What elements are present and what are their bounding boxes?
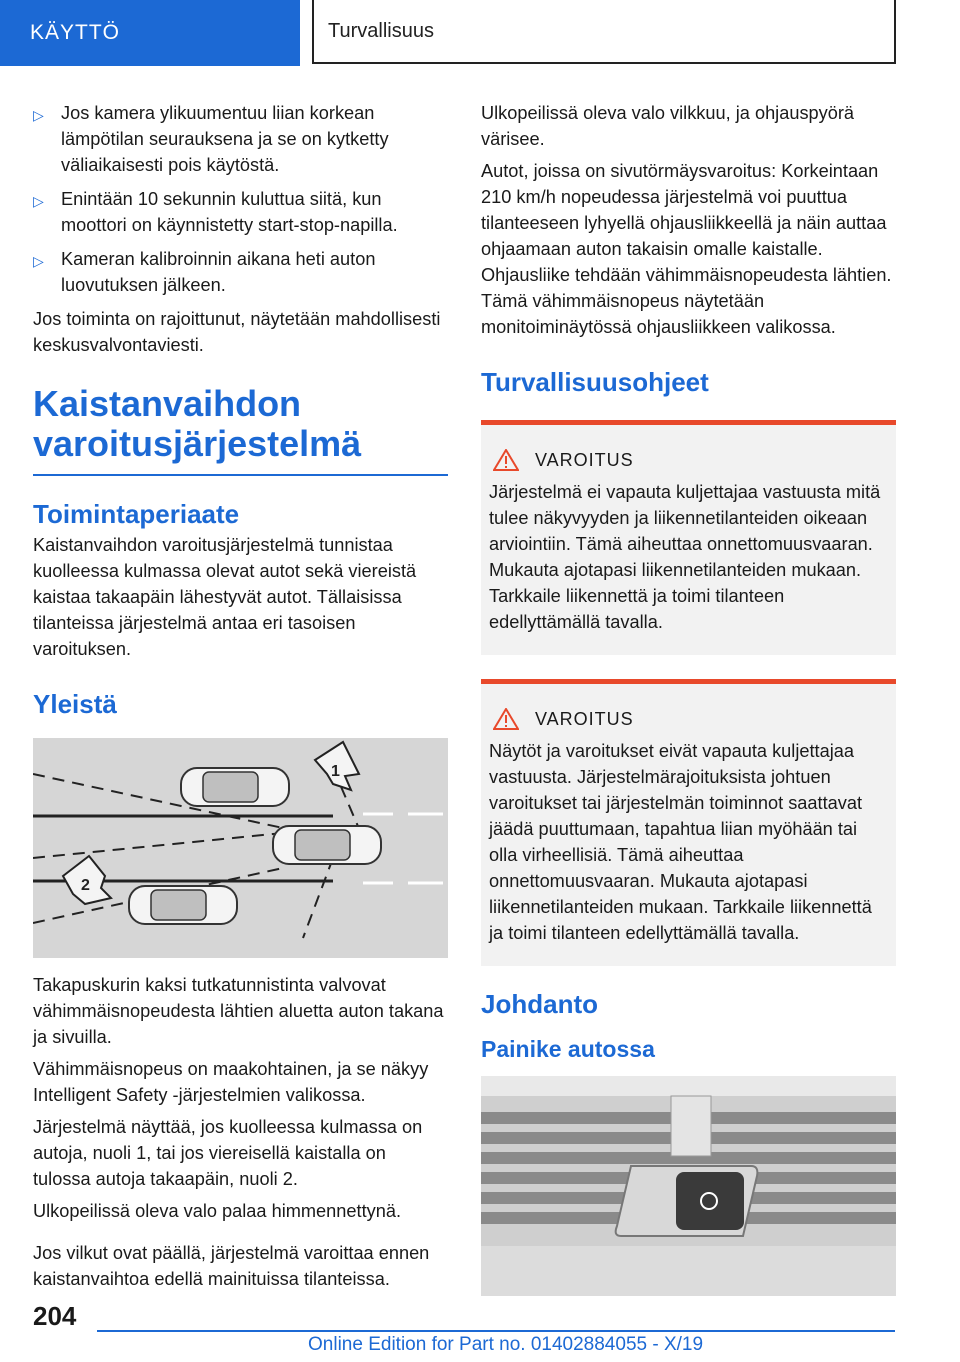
chapter-label: KÄYTTÖ bbox=[30, 21, 121, 44]
triangle-bullet-icon: ▷ bbox=[33, 253, 44, 269]
bullet-text: Kameran kalibroinnin aikana heti auton luovutuksen jälkeen. bbox=[61, 249, 376, 295]
section-heading-principle: Toimintaperiaate bbox=[33, 499, 240, 529]
list-item bbox=[33, 100, 448, 178]
warning-box bbox=[481, 420, 896, 655]
section-heading-intro: Johdanto bbox=[481, 989, 598, 1019]
subheading-button: Painike autossa bbox=[481, 1036, 655, 1062]
edition-note: Online Edition for Part no. 01402884055 - X/19 bbox=[308, 1334, 704, 1355]
lane-change-illustration bbox=[33, 738, 448, 958]
chapter-tab bbox=[0, 0, 300, 66]
car-approaching-icon bbox=[129, 886, 237, 924]
warning-title: VAROITUS bbox=[535, 450, 634, 470]
page-title: Kaistanvaihdon varoitusjärjestelmä bbox=[33, 384, 448, 476]
left-column bbox=[33, 100, 448, 1298]
warning-title: VAROITUS bbox=[535, 709, 634, 729]
section-heading-safety: Turvallisuusohjeet bbox=[481, 367, 709, 397]
warning-text: Näytöt ja varoitukset eivät vapauta kuljettajaa vastuusta. Järjestelmärajoituksista johtuen varoitukset tai järjestelmän toiminnot saattavat jäädä puuttumaan, tapahtua liian myöhään tai olla virheellisiä. Tämä aiheuttaa onnettomuusvaaran. Mukauta ajotapasi liikennetilanteiden mukaan. Tarkkaile liikennettä ja toimi tilanteen edellyttämällä tavalla. bbox=[489, 741, 872, 943]
bullet-text: Jos kamera ylikuumentuu liian korkean lämpötilan seurauksena ja se on kytketty väliaikaisesti pois käytöstä. bbox=[61, 103, 389, 175]
paragraph: Jos vilkut ovat päällä, järjestelmä varoittaa ennen kaistanvaihtoa edellä mainituissa tilanteissa. bbox=[33, 1243, 430, 1289]
arrow-1-label: 1 bbox=[331, 763, 340, 780]
triangle-bullet-icon: ▷ bbox=[33, 193, 44, 209]
arrow-2-label: 2 bbox=[81, 877, 90, 894]
right-column bbox=[481, 100, 896, 1296]
bullet-text: Enintään 10 sekunnin kuluttua siitä, kun moottori on käynnistetty start-stop-napilla. bbox=[61, 189, 398, 235]
paragraph: Kaistanvaihdon varoitusjärjestelmä tunnistaa kuolleessa kulmassa olevat autot sekä viereistä kaistaa takaapäin lähestyvät autot. Tällaisissa tilanteissa järjestelmä antaa eri tasoisen varoituksen. bbox=[33, 535, 417, 659]
warning-text: Järjestelmä ei vapauta kuljettajaa vastuusta mitä tulee näkyvyyden ja liikennetilanteiden oikeaan arviointiin. Tämä aiheuttaa onnettomuusvaaran. Mukauta ajotapasi liikennetilanteiden mukaan. Tarkkaile liikennettä ja toimi tilanteen edellyttämällä tavalla. bbox=[489, 482, 881, 632]
paragraph: Ulkopeilissä oleva valo palaa himmennettynä. bbox=[33, 1201, 401, 1221]
warning-triangle-icon bbox=[493, 449, 519, 471]
list-item bbox=[33, 186, 448, 238]
paragraph: Ulkopeilissä oleva valo vilkkuu, ja ohjauspyörä värisee. bbox=[481, 103, 855, 149]
paragraph: Jos toiminta on rajoittunut, näytetään mahdollisesti keskusvalvontaviesti. bbox=[33, 309, 441, 355]
list-item bbox=[33, 246, 448, 298]
paragraph: Autot, joissa on sivutörmäysvaroitus: Korkeintaan 210 km/h nopeudessa järjestelmä voi puuttua tilanteeseen lyhyellä ohjausliikkeellä ja näin auttaa ohjaamaan auton takaisin omalle kaistalle. Ohjausliike tehdään vähimmäisnopeudesta lähtien. Tämä vähimmäisnopeus näytetään monitoiminäytössä ohjausliikkeen valikossa. bbox=[481, 161, 892, 337]
section-label: Turvallisuus bbox=[328, 19, 434, 42]
section-header bbox=[312, 0, 896, 64]
paragraph: Takapuskurin kaksi tutkatunnistinta valvovat vähimmäisnopeudesta lähtien aluetta auton takana ja sivuilla. bbox=[33, 975, 444, 1047]
warning-triangle-icon bbox=[493, 708, 519, 730]
section-heading-general: Yleistä bbox=[33, 689, 117, 719]
button-photo bbox=[481, 1076, 896, 1296]
warning-box bbox=[481, 679, 896, 966]
car-own-icon bbox=[273, 826, 381, 864]
footer-divider bbox=[97, 1330, 895, 1332]
car-blind-spot-icon bbox=[181, 768, 289, 806]
page-number: 204 bbox=[33, 1301, 77, 1331]
triangle-bullet-icon: ▷ bbox=[33, 107, 44, 123]
paragraph: Järjestelmä näyttää, jos kuolleessa kulmassa on autoja, nuoli 1, tai jos viereisellä kaistalla on tulossa autoja takaapäin, nuoli 2. bbox=[33, 1117, 423, 1189]
paragraph: Vähimmäisnopeus on maakohtainen, ja se näkyy Intelligent Safety -järjestelmien valikossa. bbox=[33, 1059, 429, 1105]
